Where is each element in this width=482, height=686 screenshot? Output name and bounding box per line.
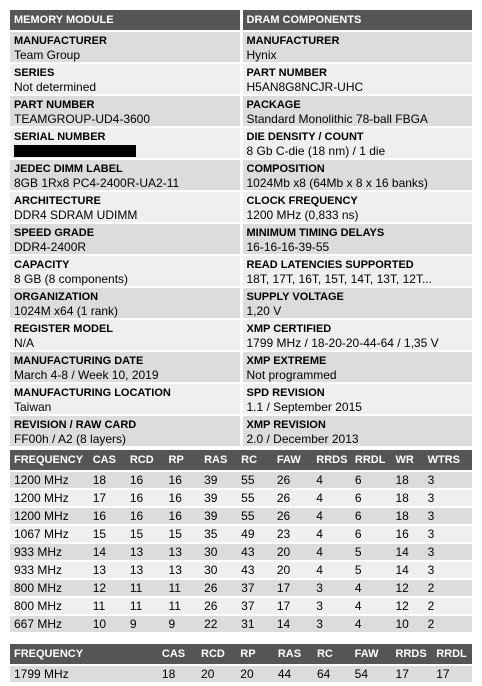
table-cell: 18 [158, 666, 197, 682]
table-cell: 13 [89, 562, 126, 578]
serial-number-redaction [14, 144, 236, 160]
module-field-register-model [10, 320, 240, 350]
table-row [10, 598, 472, 614]
table-cell: 17 [89, 490, 126, 506]
field-label: CAPACITY [14, 259, 70, 271]
table-cell: 14 [392, 544, 424, 560]
memory-module-header: MEMORY MODULE [10, 10, 240, 30]
column-header-faw: FAW [273, 450, 312, 470]
field-label: PART NUMBER [14, 99, 95, 111]
table-row [10, 580, 472, 596]
column-header-rcd: RCD [197, 644, 236, 664]
table-cell: 14 [89, 544, 126, 560]
module-field-capacity [10, 256, 240, 286]
table-row [10, 526, 472, 542]
column-header-wtrs: WTRS [424, 450, 472, 470]
table-cell: 6 [351, 472, 392, 488]
table-cell: 30 [200, 544, 237, 560]
field-value: 2.0 / December 2013 [246, 432, 359, 446]
dram-field-part-number [243, 64, 473, 94]
table-cell: 16 [165, 490, 201, 506]
table-cell: 9 [126, 616, 165, 632]
dram-components-header: DRAM COMPONENTS [243, 10, 473, 30]
table-cell: 2 [424, 598, 472, 614]
field-label: DIE DENSITY / COUNT [246, 131, 364, 143]
field-label: SUPPLY VOLTAGE [246, 291, 344, 303]
table-cell: 37 [237, 580, 273, 596]
table-cell: 4 [351, 580, 392, 596]
field-label: COMPOSITION [246, 163, 325, 175]
table-cell: 13 [165, 562, 201, 578]
table-cell: 20 [273, 544, 312, 560]
field-label: MANUFACTURING LOCATION [14, 387, 171, 399]
redaction-bar [14, 145, 136, 157]
table-cell: 933 MHz [10, 562, 89, 578]
table-cell: 31 [237, 616, 273, 632]
table-cell: 16 [165, 508, 201, 524]
field-value: 1,20 V [246, 304, 282, 318]
field-value: Not programmed [246, 368, 337, 382]
xmp-timings-table [10, 642, 472, 684]
field-value: 1024Mb x8 (64Mb x 8 x 16 banks) [246, 176, 428, 190]
table-cell: 12 [392, 598, 424, 614]
field-label: SPEED GRADE [14, 227, 95, 239]
table-cell: 9 [165, 616, 201, 632]
field-label: PART NUMBER [246, 67, 327, 79]
dram-field-composition [243, 160, 473, 190]
column-header-wr: WR [392, 450, 424, 470]
field-value: 1024M x64 (1 rank) [14, 304, 119, 318]
module-field-speed-grade [10, 224, 240, 254]
jedec-timings-table [10, 448, 472, 634]
table-cell: 15 [89, 526, 126, 542]
field-value: March 4-8 / Week 10, 2019 [14, 368, 159, 382]
module-field-jedec-dimm-label [10, 160, 240, 190]
field-value: H5AN8G8NCJR-UHC [246, 80, 364, 94]
field-value: Hynix [246, 48, 277, 62]
table-row [10, 490, 472, 506]
column-header-rrds: RRDS [392, 644, 433, 664]
table-cell: 933 MHz [10, 544, 89, 560]
dram-field-clock-frequency [243, 192, 473, 222]
table-cell: 11 [165, 598, 201, 614]
module-field-series [10, 64, 240, 94]
field-value: 1200 MHz (0,833 ns) [246, 208, 359, 222]
column-header-rp: RP [236, 644, 274, 664]
table-cell: 37 [237, 598, 273, 614]
table-cell: 1200 MHz [10, 472, 89, 488]
table-cell: 23 [273, 526, 312, 542]
module-field-organization [10, 288, 240, 318]
column-header-blank [89, 644, 157, 664]
table-cell: 11 [89, 598, 126, 614]
table-cell: 13 [126, 562, 165, 578]
table-cell: 20 [273, 562, 312, 578]
field-value: DDR4-2400R [14, 240, 87, 254]
field-value: N/A [14, 336, 35, 350]
table-cell: 12 [89, 580, 126, 596]
column-header-frequency: FREQUENCY [10, 644, 89, 664]
table-cell: 1200 MHz [10, 508, 89, 524]
table-cell: 14 [392, 562, 424, 578]
dram-field-xmp-extreme [243, 352, 473, 382]
column-header-cas: CAS [89, 450, 126, 470]
dram-field-package [243, 96, 473, 126]
field-label: CLOCK FREQUENCY [246, 195, 358, 207]
field-value: Taiwan [14, 400, 52, 414]
table-cell: 3 [424, 544, 472, 560]
table-cell: 16 [392, 526, 424, 542]
column-header-ras: RAS [274, 644, 313, 664]
column-header-rrdl: RRDL [351, 450, 392, 470]
spd-report [10, 10, 472, 684]
xmp-table-header-row [10, 644, 472, 664]
field-label: XMP EXTREME [246, 355, 327, 367]
column-header-faw: FAW [351, 644, 392, 664]
module-field-part-number [10, 96, 240, 126]
table-cell: 30 [200, 562, 237, 578]
field-value: TEAMGROUP-UD4-3600 [14, 112, 151, 126]
table-cell: 1799 MHz [10, 666, 89, 682]
field-value: 16-16-16-39-55 [246, 240, 330, 254]
table-cell: 1067 MHz [10, 526, 89, 542]
table-cell: 35 [200, 526, 237, 542]
column-header-rp: RP [165, 450, 201, 470]
column-header-rc: RC [313, 644, 351, 664]
table-row [10, 666, 472, 682]
field-label: JEDEC DIMM LABEL [14, 163, 123, 175]
module-field-manufacturing-location [10, 384, 240, 414]
info-columns [10, 10, 472, 446]
field-label: SPD REVISION [246, 387, 325, 399]
table-cell: 16 [165, 472, 201, 488]
table-cell: 17 [392, 666, 433, 682]
table-cell: 5 [351, 544, 392, 560]
table-cell: 26 [273, 472, 312, 488]
table-cell: 17 [432, 666, 472, 682]
field-label: SERIAL NUMBER [14, 131, 106, 143]
table-cell: 2 [424, 616, 472, 632]
table-cell: 20 [236, 666, 274, 682]
field-value: DDR4 SDRAM UDIMM [14, 208, 138, 222]
module-field-revision-raw-card [10, 416, 240, 446]
table-cell: 4 [312, 526, 351, 542]
table-cell: 55 [237, 472, 273, 488]
table-cell: 18 [392, 508, 424, 524]
jedec-table-header-row [10, 450, 472, 470]
table-cell: 3 [424, 508, 472, 524]
table-cell: 39 [200, 508, 237, 524]
table-row [10, 472, 472, 488]
table-cell: 3 [424, 472, 472, 488]
table-cell: 4 [312, 472, 351, 488]
table-row [10, 616, 472, 632]
field-label: MANUFACTURER [246, 35, 340, 47]
table-cell: 26 [273, 490, 312, 506]
table-cell: 1200 MHz [10, 490, 89, 506]
table-cell: 4 [351, 616, 392, 632]
table-cell: 49 [237, 526, 273, 542]
table-cell: 11 [126, 598, 165, 614]
dram-field-manufacturer [243, 32, 473, 62]
table-cell: 64 [313, 666, 351, 682]
dram-field-xmp-certified [243, 320, 473, 350]
field-label: SERIES [14, 67, 55, 79]
field-value: 8 GB (8 components) [14, 272, 129, 286]
field-label: PACKAGE [246, 99, 301, 111]
column-header-rcd: RCD [126, 450, 165, 470]
table-cell: 20 [197, 666, 236, 682]
table-cell: 39 [200, 490, 237, 506]
field-value: 8 Gb C-die (18 nm) / 1 die [246, 144, 386, 158]
table-cell: 13 [126, 544, 165, 560]
column-header-cas: CAS [158, 644, 197, 664]
table-cell: 15 [165, 526, 201, 542]
field-label: XMP CERTIFIED [246, 323, 332, 335]
table-cell: 3 [312, 598, 351, 614]
table-cell: 4 [312, 490, 351, 506]
field-label: ORGANIZATION [14, 291, 99, 303]
table-row [10, 562, 472, 578]
table-cell: 800 MHz [10, 580, 89, 596]
table-cell: 44 [274, 666, 313, 682]
module-field-manufacturer [10, 32, 240, 62]
field-label: MINIMUM TIMING DELAYS [246, 227, 385, 239]
table-cell: 17 [273, 598, 312, 614]
table-cell: 16 [126, 490, 165, 506]
field-label: MANUFACTURING DATE [14, 355, 144, 367]
table-cell: 18 [392, 472, 424, 488]
field-label: REGISTER MODEL [14, 323, 114, 335]
module-field-manufacturing-date [10, 352, 240, 382]
field-label: REVISION / RAW CARD [14, 419, 137, 431]
field-value: FF00h / A2 (8 layers) [14, 432, 127, 446]
table-cell: 3 [424, 526, 472, 542]
field-value: 8GB 1Rx8 PC4-2400R-UA2-11 [14, 176, 180, 190]
table-cell: 55 [237, 490, 273, 506]
column-header-frequency: FREQUENCY [10, 450, 89, 470]
table-cell: 3 [312, 580, 351, 596]
table-cell: 18 [392, 490, 424, 506]
table-cell: 3 [424, 490, 472, 506]
field-value: 1.1 / September 2015 [246, 400, 362, 414]
table-row [10, 544, 472, 560]
table-cell: 800 MHz [10, 598, 89, 614]
field-value: 1799 MHz / 18-20-20-44-64 / 1,35 V [246, 336, 439, 350]
field-label: ARCHITECTURE [14, 195, 101, 207]
dram-field-die-density-count [243, 128, 473, 158]
dram-components-column [243, 10, 473, 446]
field-label: MANUFACTURER [14, 35, 107, 47]
table-cell: 55 [237, 508, 273, 524]
module-field-serial-number [10, 128, 240, 158]
table-cell: 5 [351, 562, 392, 578]
table-cell: 15 [126, 526, 165, 542]
column-header-rc: RC [237, 450, 273, 470]
table-cell: 4 [312, 562, 351, 578]
table-cell: 6 [351, 508, 392, 524]
module-field-architecture [10, 192, 240, 222]
table-cell: 18 [89, 472, 126, 488]
table-cell: 11 [126, 580, 165, 596]
column-header-ras: RAS [200, 450, 237, 470]
table-cell: 10 [89, 616, 126, 632]
table-cell: 16 [126, 472, 165, 488]
table-cell: 16 [126, 508, 165, 524]
table-cell: 12 [392, 580, 424, 596]
field-label: XMP REVISION [246, 419, 326, 431]
table-cell: 22 [200, 616, 237, 632]
field-value: Standard Monolithic 78-ball FBGA [246, 112, 428, 126]
field-value: Team Group [14, 48, 81, 62]
table-cell: 4 [312, 508, 351, 524]
table-row [10, 508, 472, 524]
table-cell: 667 MHz [10, 616, 89, 632]
table-cell [89, 666, 157, 682]
table-cell: 4 [312, 544, 351, 560]
field-label: READ LATENCIES SUPPORTED [246, 259, 414, 271]
table-cell: 26 [273, 508, 312, 524]
table-cell: 17 [273, 580, 312, 596]
table-cell: 43 [237, 544, 273, 560]
table-cell: 54 [351, 666, 392, 682]
dram-field-minimum-timing-delays [243, 224, 473, 254]
table-cell: 2 [424, 580, 472, 596]
field-value: 18T, 17T, 16T, 15T, 14T, 13T, 12T... [246, 272, 432, 286]
column-header-rrds: RRDS [312, 450, 351, 470]
dram-field-supply-voltage [243, 288, 473, 318]
table-cell: 26 [200, 598, 237, 614]
table-cell: 6 [351, 490, 392, 506]
table-cell: 13 [165, 544, 201, 560]
table-cell: 26 [200, 580, 237, 596]
column-header-rrdl: RRDL [432, 644, 472, 664]
table-cell: 39 [200, 472, 237, 488]
table-cell: 3 [424, 562, 472, 578]
dram-field-read-latencies-supported [243, 256, 473, 286]
table-cell: 4 [351, 598, 392, 614]
memory-module-column [10, 10, 240, 446]
table-cell: 14 [273, 616, 312, 632]
table-cell: 10 [392, 616, 424, 632]
table-cell: 11 [165, 580, 201, 596]
table-cell: 3 [312, 616, 351, 632]
table-cell: 43 [237, 562, 273, 578]
dram-field-spd-revision [243, 384, 473, 414]
dram-field-xmp-revision [243, 416, 473, 446]
field-value: Not determined [14, 80, 97, 94]
table-cell: 6 [351, 526, 392, 542]
table-cell: 16 [89, 508, 126, 524]
